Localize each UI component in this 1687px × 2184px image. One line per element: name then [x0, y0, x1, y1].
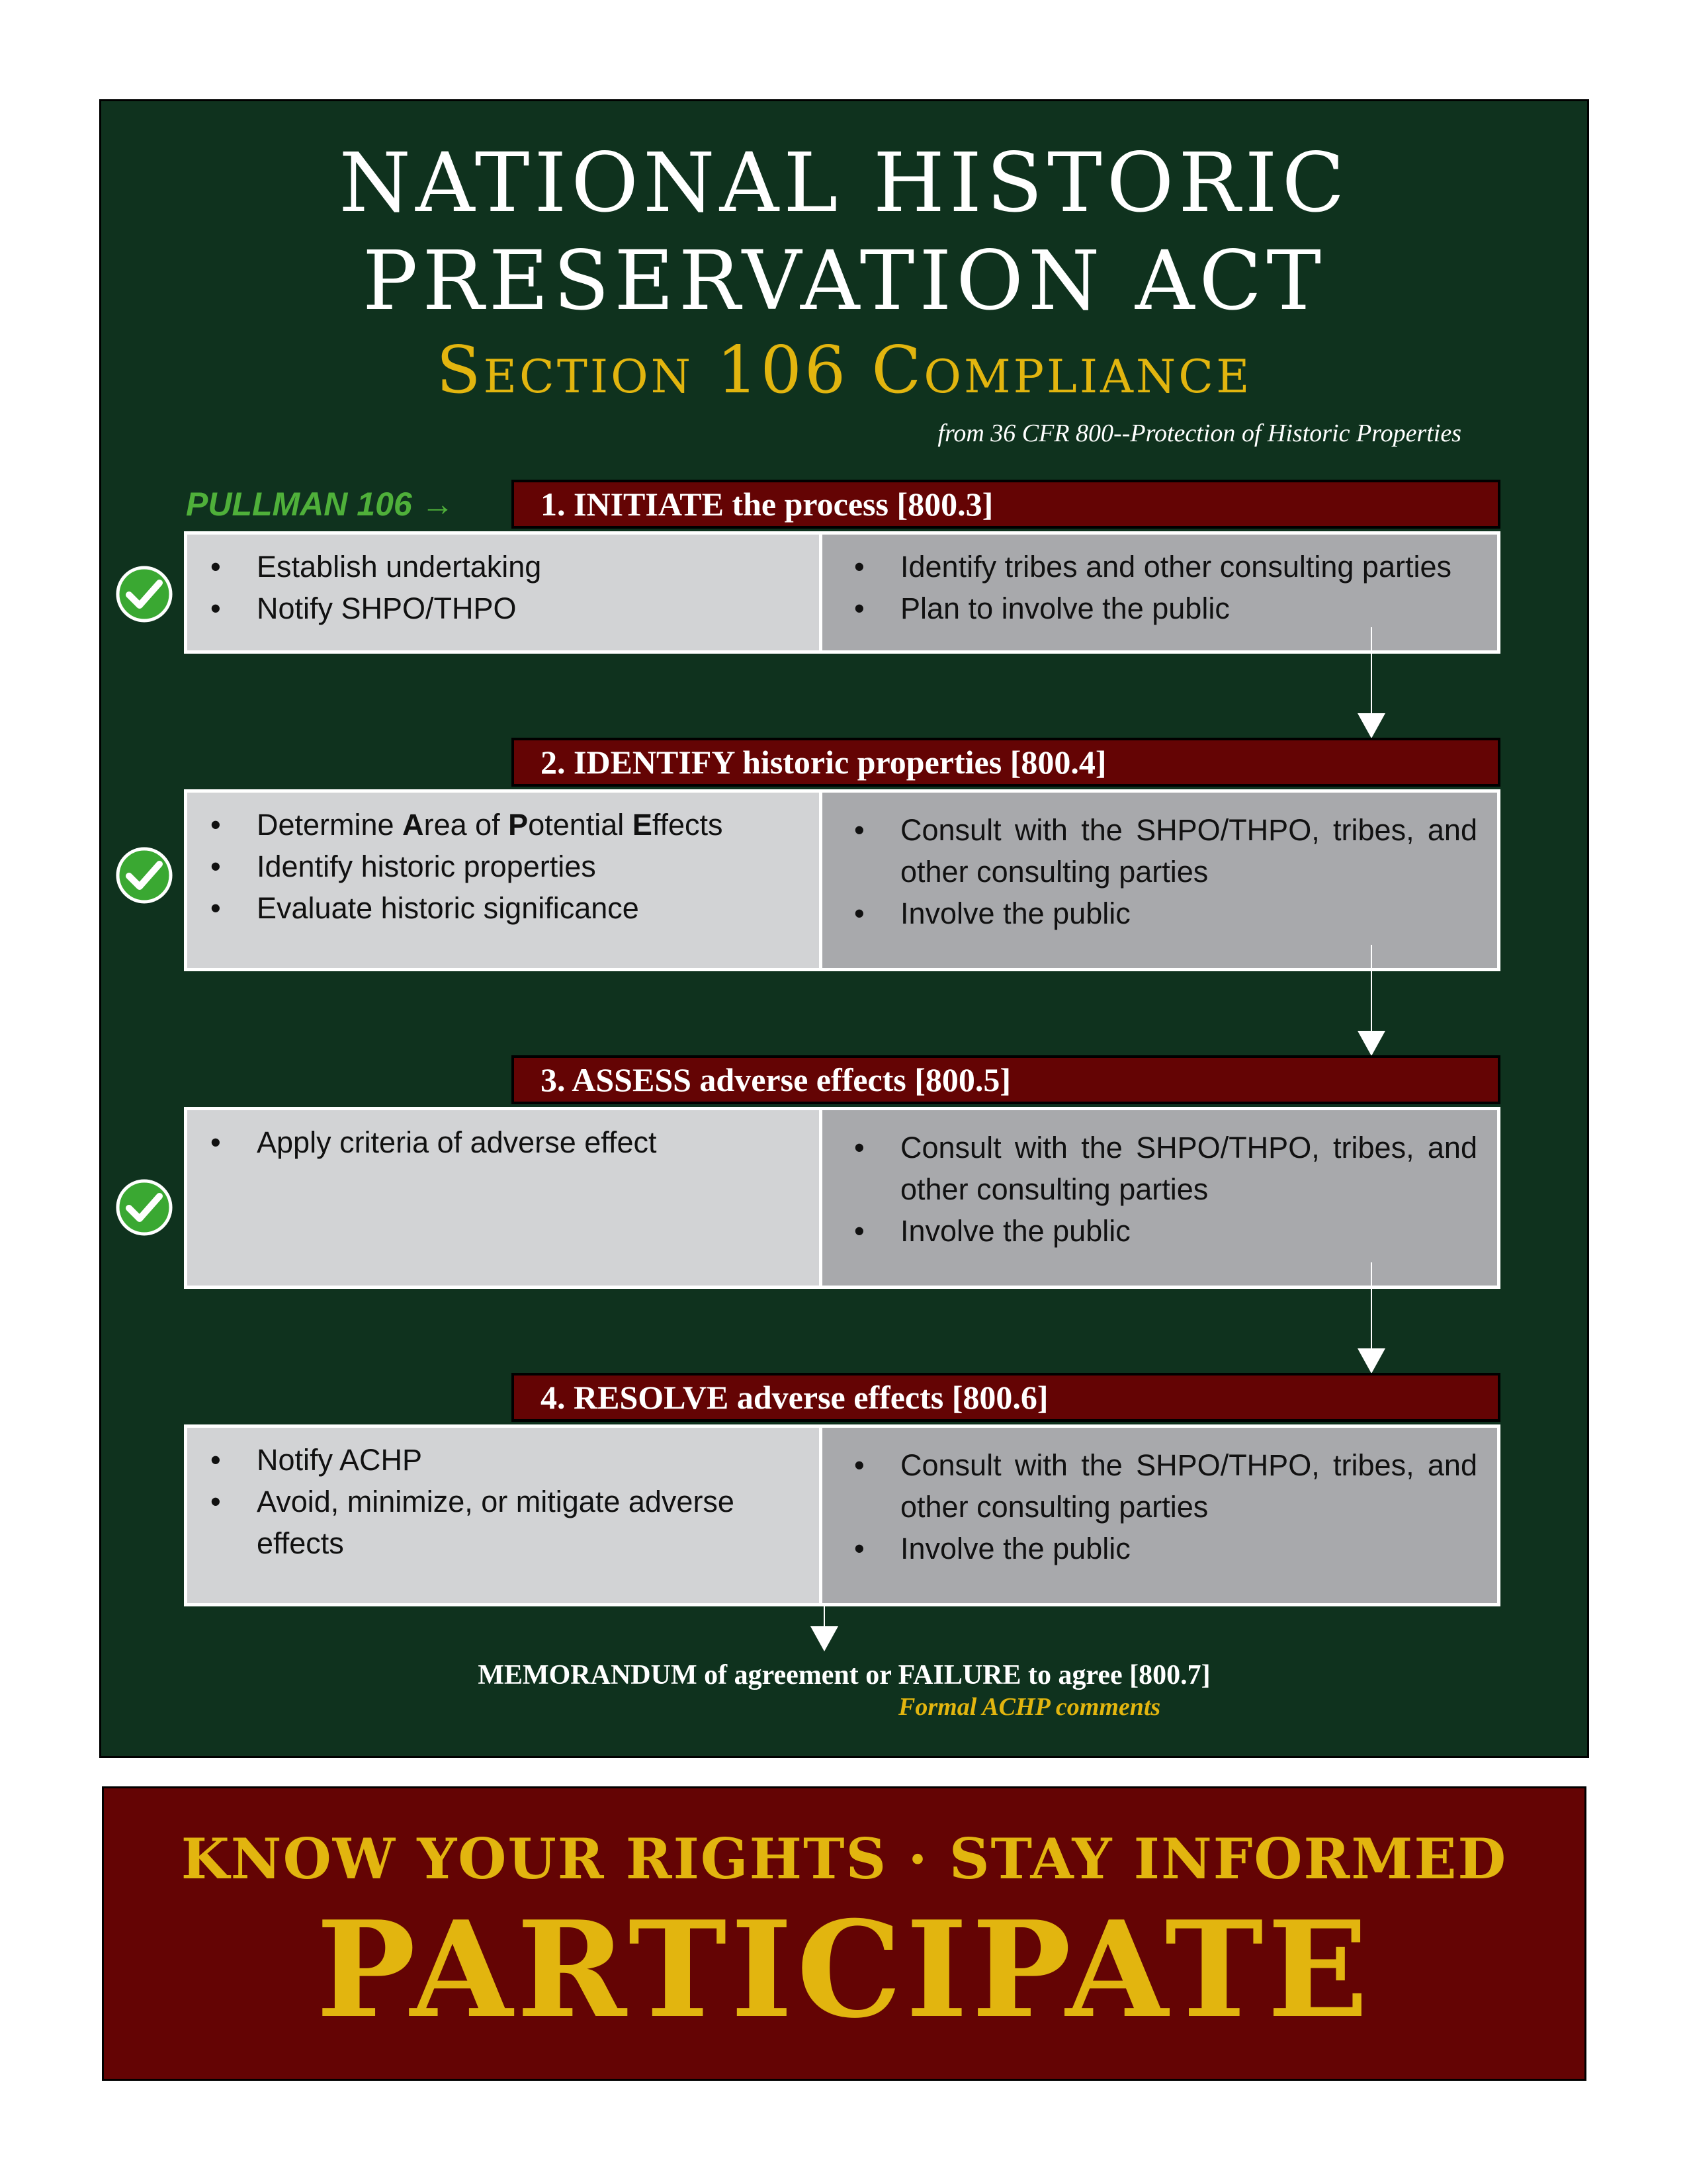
- step-3-header: [511, 1055, 1500, 1104]
- step-1-box: [184, 531, 1500, 654]
- step-4-title: 4. RESOLVE adverse effects [800.6]: [541, 1379, 1049, 1416]
- list-item: • Notify ACHP: [257, 1439, 793, 1481]
- step-2-header: [511, 738, 1500, 787]
- call-to-action-banner: [102, 1786, 1586, 2081]
- list-item-text: Determine Area of Potential Effects: [257, 808, 723, 842]
- list-item: • Involve the public: [900, 893, 1477, 934]
- page-title-line1: NATIONAL HISTORIC: [339, 136, 1350, 231]
- step-4-header: [511, 1373, 1500, 1422]
- outcome-text: MEMORANDUM of agreement or FAILURE to agree [800.7]: [478, 1660, 1211, 1690]
- list-item: • Involve the public: [900, 1528, 1477, 1569]
- list-item: [257, 804, 793, 846]
- list-item: • Consult with the SHPO/THPO, tribes, and other consulting parties: [900, 809, 1477, 893]
- step-3-consultation: [822, 1110, 1497, 1286]
- page-subtitle: Section 106 Compliance: [436, 333, 1252, 408]
- list-item: • Plan to involve the public: [900, 588, 1477, 629]
- step-2-consultation: [822, 793, 1497, 968]
- list-item: • Consult with the SHPO/THPO, tribes, and other consulting parties: [900, 1127, 1477, 1210]
- list-item: • Avoid, minimize, or mitigate adverse effects: [257, 1481, 793, 1564]
- down-arrow-icon: [1358, 1031, 1385, 1056]
- step-2-title: 2. IDENTIFY historic properties [800.4]: [541, 744, 1107, 781]
- list-item: • Identify historic properties: [257, 846, 793, 887]
- step-1-header: [511, 480, 1500, 529]
- connector-line: [1371, 945, 1372, 1034]
- list-item: • Apply criteria of adverse effect: [257, 1121, 793, 1163]
- outcome-note: Formal ACHP comments: [898, 1693, 1161, 1721]
- banner-headline: PARTICIPATE: [316, 1892, 1373, 2048]
- pullman-label: PULLMAN 106 →: [186, 486, 454, 523]
- process-panel: [99, 99, 1589, 1758]
- step-4-consultation: [822, 1428, 1497, 1603]
- step-1-title: 1. INITIATE the process [800.3]: [541, 486, 994, 523]
- page-title-line2: PRESERVATION ACT: [362, 234, 1326, 329]
- banner-tagline: KNOW YOUR RIGHTS · STAY INFORMED: [181, 1826, 1508, 1892]
- step-2-actions: [187, 793, 822, 968]
- down-arrow-icon: [1358, 713, 1385, 738]
- down-arrow-icon: [1358, 1348, 1385, 1374]
- list-item: • Involve the public: [900, 1210, 1477, 1252]
- step-3-actions: [187, 1110, 822, 1286]
- source-citation: from 36 CFR 800--Protection of Historic Properties: [937, 419, 1461, 447]
- step-4-actions: [187, 1428, 822, 1603]
- step-2-box: [184, 789, 1500, 971]
- list-item: • Establish undertaking: [257, 546, 793, 588]
- step-1-consultation: [822, 535, 1497, 650]
- down-arrow-icon: [810, 1626, 838, 1651]
- list-item: • Notify SHPO/THPO: [257, 588, 793, 629]
- list-item: • Consult with the SHPO/THPO, tribes, and other consulting parties: [900, 1444, 1477, 1528]
- list-item: • Evaluate historic significance: [257, 887, 793, 929]
- connector-line: [1371, 1262, 1372, 1352]
- step-4-box: [184, 1424, 1500, 1606]
- connector-line: [1371, 627, 1372, 717]
- step-3-title: 3. ASSESS adverse effects [800.5]: [541, 1061, 1012, 1098]
- step-3-box: [184, 1107, 1500, 1289]
- list-item: • Identify tribes and other consulting parties: [900, 546, 1477, 588]
- step-1-actions: [187, 535, 822, 650]
- check-circle-icon: [114, 564, 174, 624]
- check-circle-icon: [114, 846, 174, 905]
- check-circle-icon: [114, 1178, 174, 1237]
